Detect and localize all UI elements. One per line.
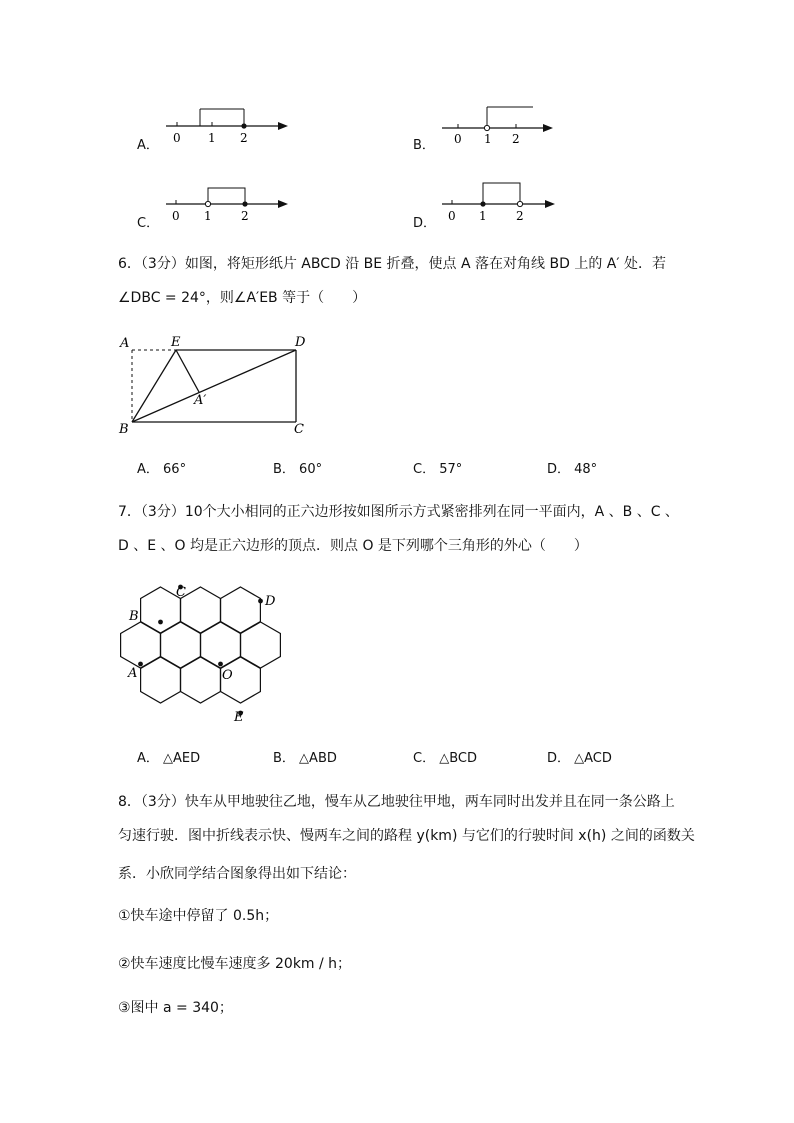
tick-0: 0 xyxy=(172,209,180,223)
point-b-label: B xyxy=(119,422,129,437)
q6-option-d[interactable]: D． 48° xyxy=(547,462,598,477)
q8-conclusion-1: ①快车途中停留了 0.5h； xyxy=(118,908,279,924)
q6-option-b[interactable]: B． 60° xyxy=(273,462,323,477)
q5-option-d-numberline[interactable] xyxy=(437,176,562,226)
q6-option-a[interactable]: A． 66° xyxy=(137,462,187,477)
tick-2: 2 xyxy=(240,131,248,145)
q8-stem-line2: 匀速行驶．图中折线表示快、慢两车之间的路程 y(km) 与它们的行驶时间 x(h) 之间的函数关 xyxy=(118,828,695,844)
point-c-label: C xyxy=(294,422,304,437)
q6-stem-line2: ∠DBC = 24°，则∠A′EB 等于（ ） xyxy=(118,290,367,306)
q7-stem-line2: D 、E 、O 均是正六边形的顶点．则点 O 是下列哪个三角形的外心（ ） xyxy=(118,538,588,554)
q8-conclusion-2: ②快车速度比慢车速度多 20km / h； xyxy=(118,956,352,972)
tick-2: 2 xyxy=(241,209,249,223)
tick-0: 0 xyxy=(448,209,456,223)
point-b-label: B xyxy=(129,609,139,624)
point-a-label: A xyxy=(128,666,138,681)
tick-1: 1 xyxy=(479,209,487,223)
q7-option-c[interactable]: C． △BCD xyxy=(413,751,477,766)
point-d-label: D xyxy=(295,335,306,350)
q5-option-d-label[interactable]: D． xyxy=(413,216,437,231)
tick-1: 1 xyxy=(484,132,492,146)
q8-conclusion-3: ③图中 a = 340； xyxy=(118,1000,233,1016)
q6-rectangle-figure xyxy=(112,330,312,438)
q8-stem-line3: 系．小欣同学结合图象得出如下结论： xyxy=(118,866,356,882)
tick-1: 1 xyxy=(204,209,212,223)
point-e-label: E xyxy=(171,335,181,350)
q7-option-d[interactable]: D． △ACD xyxy=(547,751,612,766)
q5-option-a-numberline[interactable] xyxy=(160,100,295,148)
point-a-prime-label: A′ xyxy=(194,393,207,408)
tick-2: 2 xyxy=(516,209,524,223)
q6-stem-line1: 6．（3分）如图，将矩形纸片 ABCD 沿 BE 折叠，使点 A 落在对角线 BD 上的 A′ 处．若 xyxy=(118,256,666,272)
q5-option-c-numberline[interactable] xyxy=(160,180,295,228)
point-c-label: C xyxy=(176,585,186,600)
tick-1: 1 xyxy=(208,131,216,145)
tick-2: 2 xyxy=(512,132,520,146)
point-e-label: E xyxy=(234,710,244,723)
q7-option-a[interactable]: A． △AED xyxy=(137,751,201,766)
q7-stem-line1: 7．（3分）10个大小相同的正六边形按如图所示方式紧密排列在同一平面内，A 、B 、C 、 xyxy=(118,504,679,520)
point-d-label: D xyxy=(265,594,276,609)
q5-option-a-label[interactable]: A． xyxy=(137,138,159,153)
point-a-label: A xyxy=(120,336,130,351)
q7-hexagon-figure xyxy=(112,578,297,723)
q5-option-b-label[interactable]: B． xyxy=(413,138,435,153)
q8-stem-line1: 8．（3分）快车从甲地驶往乙地，慢车从乙地驶往甲地，两车同时出发并且在同一条公路上 xyxy=(118,794,675,810)
tick-0: 0 xyxy=(173,131,181,145)
q5-option-b-numberline[interactable] xyxy=(437,100,562,148)
tick-0: 0 xyxy=(454,132,462,146)
q7-option-b[interactable]: B． △ABD xyxy=(273,751,337,766)
point-o-label: O xyxy=(222,668,233,683)
q6-option-c[interactable]: C． 57° xyxy=(413,462,463,477)
q5-option-c-label[interactable]: C． xyxy=(137,216,160,231)
